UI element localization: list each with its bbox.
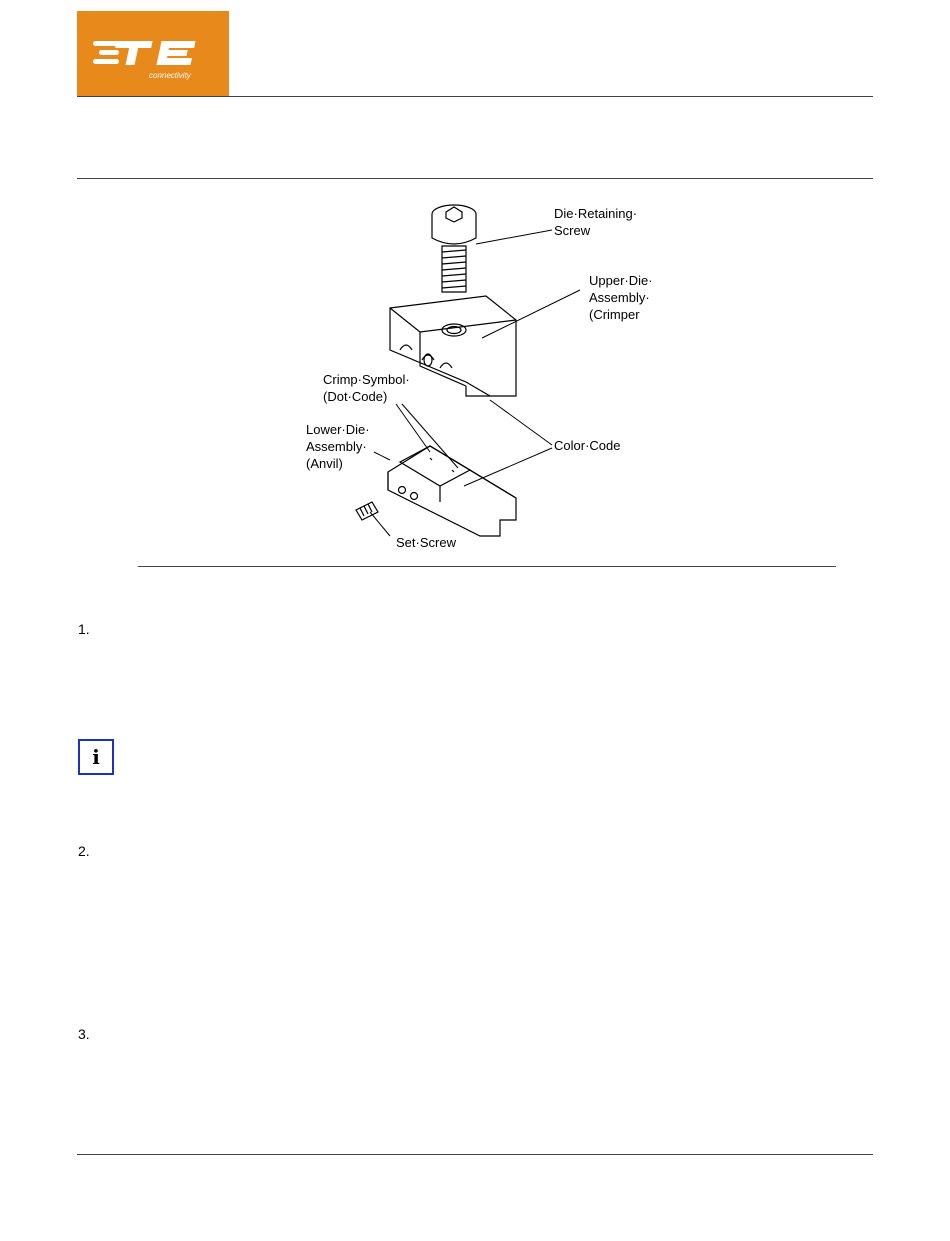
info-icon bbox=[78, 739, 114, 775]
callout-lower-die-assembly: Lower·Die· Assembly· (Anvil) bbox=[306, 422, 370, 471]
section-rule bbox=[77, 178, 873, 179]
figure-rule bbox=[138, 566, 836, 567]
logo-subtext: connectivity bbox=[149, 71, 191, 80]
step-number-2: 2. bbox=[78, 843, 90, 859]
callout-upper-die-assembly: Upper·Die· Assembly· (Crimper bbox=[589, 273, 653, 322]
header-rule bbox=[77, 96, 873, 97]
callout-set-screw: Set·Screw bbox=[396, 535, 456, 550]
die-retaining-screw-drawing bbox=[432, 205, 476, 292]
step-number-1: 1. bbox=[78, 621, 90, 637]
footer-rule bbox=[77, 1154, 873, 1155]
callout-color-code: Color·Code bbox=[554, 438, 621, 453]
die-assembly-figure bbox=[290, 190, 653, 560]
info-icon-glyph: i bbox=[92, 745, 100, 769]
step-number-3: 3. bbox=[78, 1026, 90, 1042]
callout-die-retaining-screw: Die·Retaining· Screw bbox=[554, 206, 638, 238]
logo-graphic bbox=[77, 11, 229, 97]
lower-die-drawing bbox=[388, 446, 516, 536]
te-connectivity-logo bbox=[77, 11, 229, 97]
callout-crimp-symbol: Crimp·Symbol· (Dot·Code) bbox=[323, 372, 410, 404]
